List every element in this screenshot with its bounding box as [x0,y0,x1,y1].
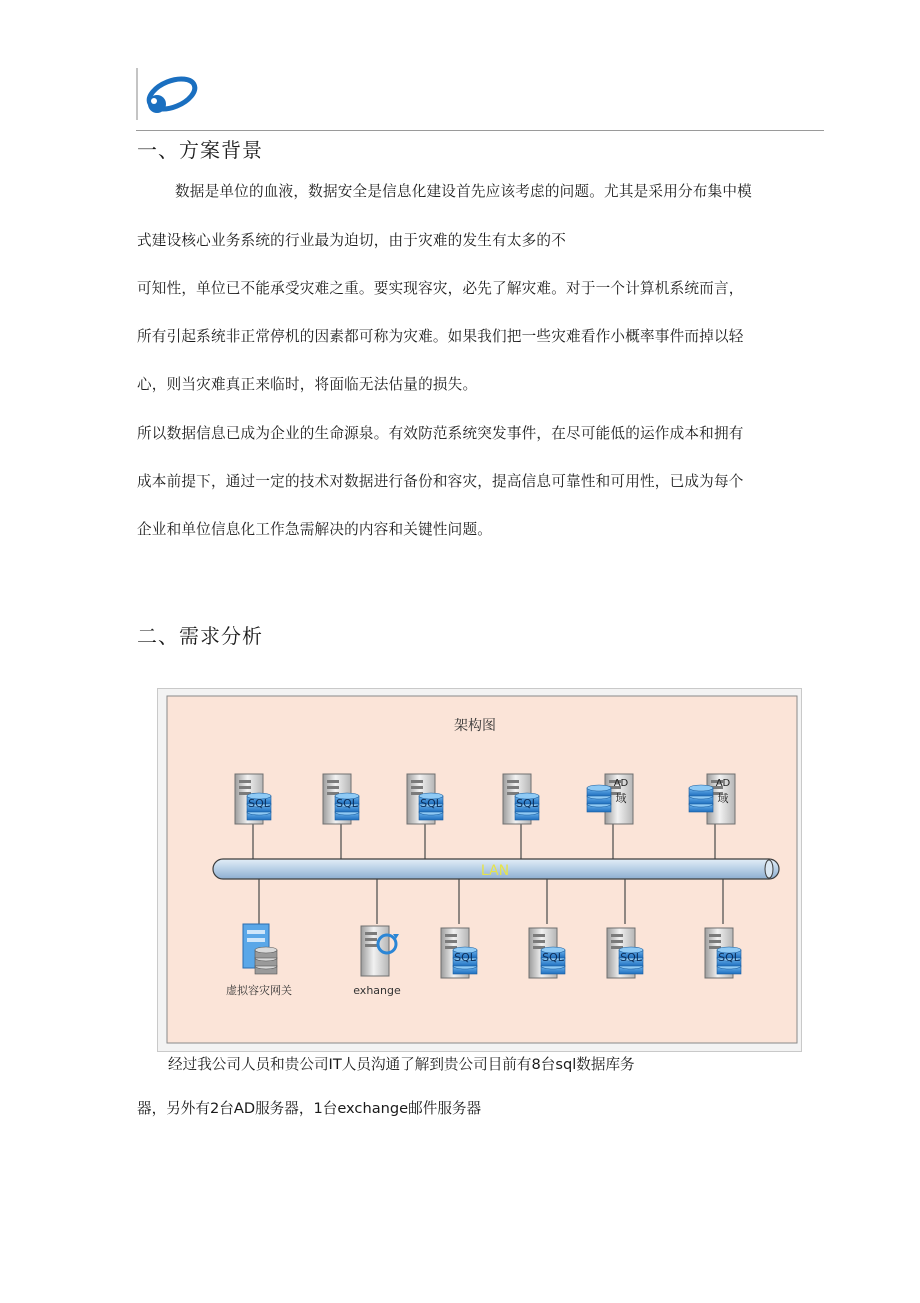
lan-bus [213,859,779,879]
ad-label: AD [715,778,731,789]
sql-label: SQL [336,797,358,810]
section-heading-background: 一、方案背景 [137,138,263,162]
diagram-caption-continued: 器，另外有2台AD服务器，1台exchange邮件服务器 [137,1100,482,1117]
paragraph-line: 成本前提下，通过一定的技术对数据进行备份和容灾，提高信息可靠性和可用性，已成为每个 [137,473,744,490]
paragraph-line: 心，则当灾难真正来临时，将面临无法估量的损失。 [137,376,478,393]
architecture-diagram [157,688,802,1052]
sql-label: SQL [542,951,564,964]
domain-label: 域 [615,792,627,805]
sql-label: SQL [718,951,740,964]
domain-label: 域 [717,792,729,805]
paragraph-line: 企业和单位信息化工作急需解决的内容和关键性问题。 [137,521,493,538]
sql-label: SQL [420,797,442,810]
paragraph-line: 可知性，单位已不能承受灾难之重。要实现容灾，必先了解灾难。对于一个计算机系统而言， [137,280,744,297]
paragraph-line: 所有引起系统非正常停机的因素都可称为灾难。如果我们把一些灾难看作小概率事件而掉以轻 [137,328,744,345]
sql-label: SQL [248,797,270,810]
diagram-title: 架构图 [454,718,496,734]
diagram-caption: 经过我公司人员和贵公司IT人员沟通了解到贵公司目前有8台sql数据库务 [168,1056,635,1073]
paragraph-line: 式建设核心业务系统的行业最为迫切，由于灾难的发生有太多的不 [137,232,567,249]
header-divider [136,130,824,131]
lan-label: LAN [480,863,510,879]
exchange-caption: exhange [353,984,401,997]
paragraph-line: 所以数据信息已成为企业的生命源泉。有效防范系统突发事件，在尽可能低的运作成本和拥有 [137,425,744,442]
section-heading-requirements: 二、需求分析 [137,624,263,648]
sql-label: SQL [516,797,538,810]
paragraph-line: 数据是单位的血液，数据安全是信息化建设首先应该考虑的问题。尤其是采用分布集中模 [175,183,752,200]
company-logo [136,68,200,120]
gateway-caption: 虚拟容灾网关 [226,984,292,997]
sql-label: SQL [620,951,642,964]
sql-label: SQL [454,951,476,964]
ad-label: AD [613,778,629,789]
